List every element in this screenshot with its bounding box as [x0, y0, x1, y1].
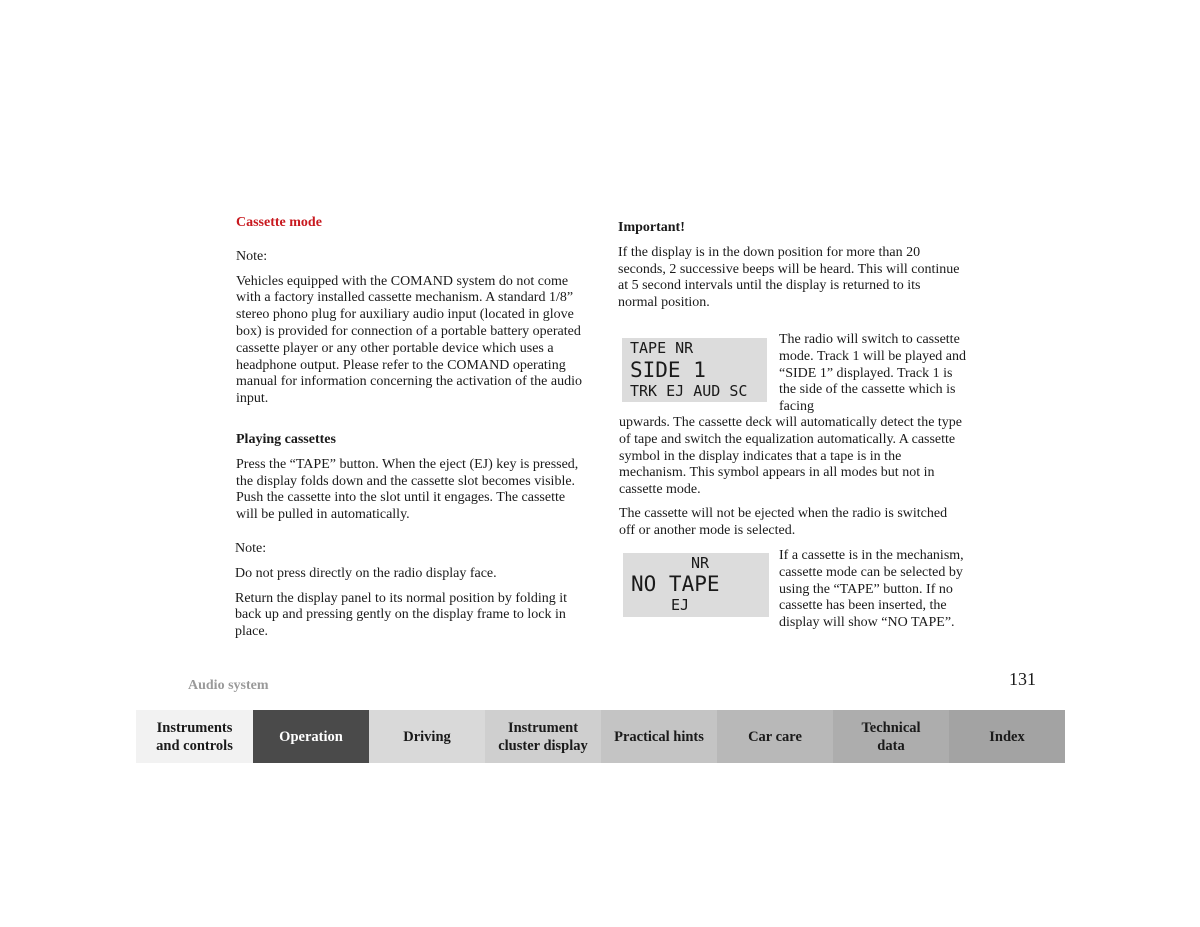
tab-operation[interactable] — [253, 710, 369, 763]
display1-description: The radio will switch to cassette mode. Track 1 will be played and “SIDE 1” displayed. Track 1 is the side of the cassette which is facing — [779, 332, 967, 415]
tab-instrument-cluster-display[interactable] — [485, 710, 601, 763]
left-column — [236, 215, 586, 641]
note-paragraph: Vehicles equipped with the COMAND system do not come with a factory installed cassette mechanism. A standard 1/8” stereo phono plug for auxiliary audio input (located in glove box) is provided for connection of a portable battery operated cassette player or any other portable device which uses a headphone output. Please refer to the COMAND operating manual for information concerning the activation of the audio input. — [236, 273, 582, 407]
display-line-2: SIDE 1 — [630, 358, 706, 382]
not-ejected-paragraph: The cassette will not be ejected when the radio is switched off or another mode is selected. — [619, 506, 948, 538]
tab-instruments-and-controls[interactable] — [136, 710, 253, 763]
tab-index[interactable] — [949, 710, 1065, 763]
display2-line-3: EJ — [671, 596, 690, 614]
display-line-1: TAPE NR — [630, 339, 694, 357]
display-line-3: TRK EJ AUD SC — [630, 382, 748, 400]
note-label-2: Note: — [235, 540, 267, 556]
playing-cassettes-heading: Playing cassettes — [236, 431, 336, 447]
tab-driving[interactable] — [369, 710, 485, 763]
tab-car-care[interactable] — [717, 710, 833, 763]
playing-cassettes-paragraph: Press the “TAPE” button. When the eject (EJ) key is pressed, the display folds down and the cassette slot becomes visible. Push the cassette into the slot until it engages. The cassette will be pulled in automatically. — [236, 456, 579, 523]
tab-label: Index — [989, 728, 1025, 745]
display2-line-1: NR — [691, 554, 710, 572]
display2-description: If a cassette is in the mechanism, cassette mode can be selected by using the “TAPE” button. If no cassette has been inserted, the display will show “NO TAPE”. — [779, 548, 964, 631]
right-column — [618, 220, 968, 312]
note-label: Note: — [236, 248, 268, 264]
return-display-paragraph: Return the display panel to its normal position by folding it back up and pressing gently on the display frame to lock in place. — [235, 590, 568, 640]
important-heading: Important! — [618, 220, 685, 235]
tab-practical-hints[interactable] — [601, 710, 717, 763]
note-paragraph-2: Do not press directly on the radio display face. — [235, 565, 497, 581]
display2-line-2: NO TAPE — [631, 572, 720, 596]
tab-label: Car care — [748, 728, 802, 745]
tab-label: Instruments and controls — [156, 719, 233, 754]
tab-label: Driving — [403, 728, 451, 745]
page-number: 131 — [1009, 669, 1036, 689]
footer-section-label: Audio system — [188, 678, 269, 693]
chapter-navigation — [136, 710, 1065, 763]
tab-label: Operation — [279, 728, 343, 745]
radio-display-no-tape — [623, 553, 769, 617]
radio-display-tape — [622, 338, 767, 402]
tab-label: Technical data — [861, 719, 921, 754]
section-title: Cassette mode — [236, 215, 322, 230]
tab-technical-data[interactable] — [833, 710, 949, 763]
tab-label: Instrument cluster display — [498, 719, 588, 754]
important-paragraph: If the display is in the down position for more than 20 seconds, 2 successive beeps will be heard. This will continue at 5 second intervals until the display is returned to its normal position. — [618, 244, 960, 311]
tab-label: Practical hints — [614, 728, 704, 745]
display1-continued-paragraph: upwards. The cassette deck will automatically detect the type of tape and switch the equalization automatically. A cassette symbol in the display indicates that a tape is in the mechanism. This symbol appears in all modes but not in cassette mode. — [619, 415, 963, 498]
